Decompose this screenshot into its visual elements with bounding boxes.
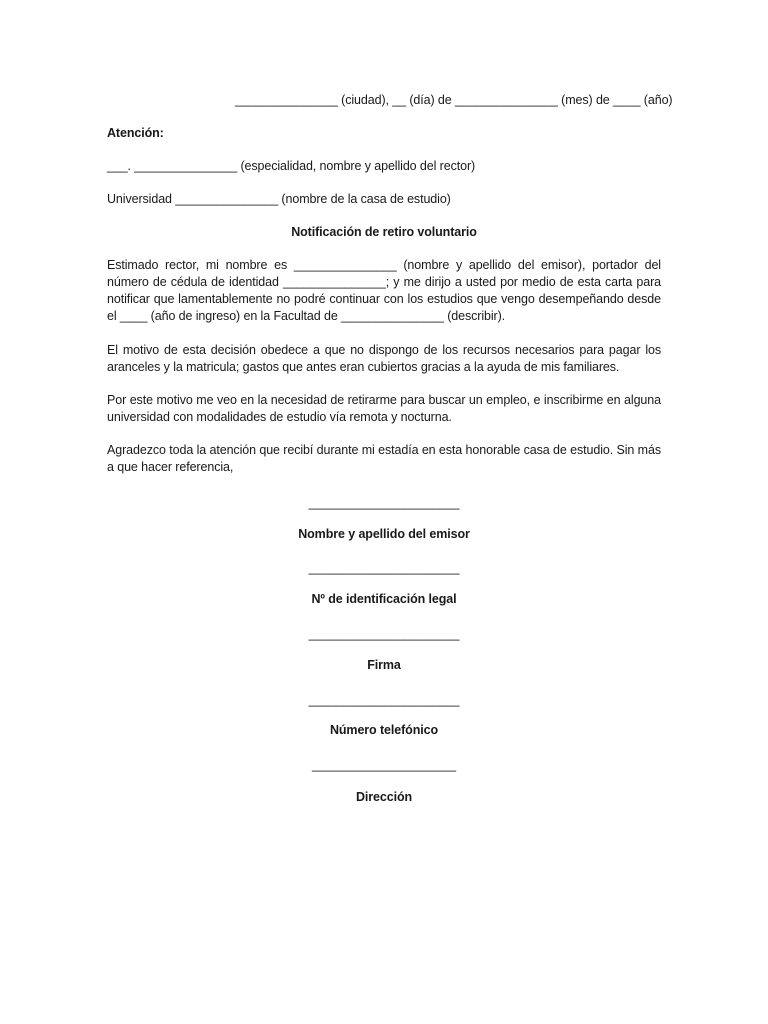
rector-line: ___. _______________ (especialidad, nombre y apellido del rector): [107, 159, 476, 173]
date-line: _______________ (ciudad), __ (día) de _______________ (mes) de ____ (año): [235, 93, 673, 107]
signature-label-id: Nº de identificación legal: [311, 592, 457, 606]
signature-line-phone: ______________________: [308, 693, 460, 707]
paragraph-reason: El motivo de esta decisión obedece a que no dispongo de los recursos necesarios para pagar los aranceles y la matricula; gastos que antes eran cubiertos gracias a la ayuda de mis familiares.: [107, 343, 661, 374]
signature-line-name: ______________________: [308, 496, 460, 510]
signature-line-id: ______________________: [308, 561, 460, 575]
signature-label-name: Nombre y apellido del emisor: [298, 527, 470, 541]
signature-label-signature: Firma: [367, 658, 401, 672]
paragraph-plan: Por este motivo me veo en la necesidad de retirarme para buscar un empleo, e inscribirme en alguna universidad con modalidades de estudio vía remota y nocturna.: [107, 393, 661, 424]
university-line: Universidad _______________ (nombre de la casa de estudio): [107, 192, 451, 206]
signature-line-signature: ______________________: [308, 627, 460, 641]
signature-label-phone: Número telefónico: [329, 723, 439, 737]
attention-label: Atención:: [107, 126, 164, 140]
signature-line-address: _____________________: [312, 758, 456, 772]
paragraph-introduction: Estimado rector, mi nombre es _______________ (nombre y apellido del emisor), portador del número de cédula de identidad _______________; y me dirijo a usted por medio de esta carta para notificar que lamentablemente no podré continuar con los estudios que vengo desempeñando desde el ____ (año de ingreso) en la Facultad de _______________ (describir).: [107, 258, 661, 323]
signature-label-address: Dirección: [355, 790, 413, 804]
paragraph-closing: Agradezco toda la atención que recibí durante mi estadía en esta honorable casa de estudio. Sin más a que hacer referencia,: [107, 443, 661, 474]
letter-subject: Notificación de retiro voluntario: [291, 225, 477, 239]
